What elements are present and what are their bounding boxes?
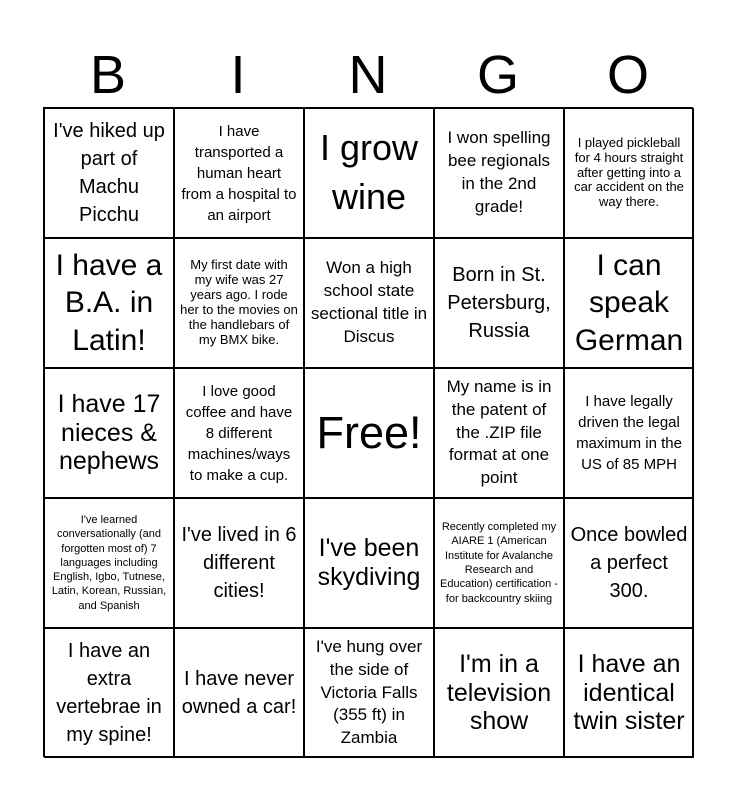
header-letter-n: N bbox=[348, 45, 388, 105]
bingo-cell[interactable]: I have legally driven the legal maximum in the US of 85 MPH bbox=[564, 368, 694, 498]
bingo-cell[interactable]: Won a high school state sectional title in Discus bbox=[304, 238, 434, 368]
bingo-cell[interactable]: I've learned conversationally (and forgotten most of) 7 languages including English, Igbo, Tutnese, Latin, Korean, Russian, and Spanish bbox=[44, 498, 174, 628]
bingo-cell[interactable]: I've lived in 6 different cities! bbox=[174, 498, 304, 628]
bingo-cell[interactable]: I have 17 nieces & nephews bbox=[44, 368, 174, 498]
header-letter-o: O bbox=[606, 45, 649, 105]
bingo-cell[interactable]: I have never owned a car! bbox=[174, 628, 304, 758]
bingo-cell[interactable]: Born in St. Petersburg, Russia bbox=[434, 238, 564, 368]
bingo-cell[interactable]: I can speak German bbox=[564, 238, 694, 368]
header-letter-g: G bbox=[476, 45, 519, 105]
bingo-cell[interactable]: I have transported a human heart from a hospital to an airport bbox=[174, 108, 304, 238]
bingo-free-cell[interactable]: Free! bbox=[304, 368, 434, 498]
header-letter-b: B bbox=[89, 45, 127, 105]
bingo-cell[interactable]: I won spelling bee regionals in the 2nd grade! bbox=[434, 108, 564, 238]
bingo-cell[interactable]: Recently completed my AIARE 1 (American Institute for Avalanche Research and Education) certification - for backcountry skiing bbox=[434, 498, 564, 628]
bingo-cell[interactable]: I've been skydiving bbox=[304, 498, 434, 628]
bingo-cell[interactable]: I played pickleball for 4 hours straight after getting into a car accident on the way there. bbox=[564, 108, 694, 238]
bingo-cell[interactable]: I have an identical twin sister bbox=[564, 628, 694, 758]
header-letter-i: I bbox=[230, 45, 246, 105]
bingo-cell[interactable]: My name is in the patent of the .ZIP file format at one point bbox=[434, 368, 564, 498]
bingo-cell[interactable]: My first date with my wife was 27 years ago. I rode her to the movies on the handlebars of my BMX bike. bbox=[174, 238, 304, 368]
bingo-cell[interactable]: I'm in a television show bbox=[434, 628, 564, 758]
bingo-header bbox=[43, 45, 693, 105]
bingo-cell[interactable]: I've hung over the side of Victoria Falls (355 ft) in Zambia bbox=[304, 628, 434, 758]
bingo-cell[interactable]: I have a B.A. in Latin! bbox=[44, 238, 174, 368]
bingo-cell[interactable]: Once bowled a perfect 300. bbox=[564, 498, 694, 628]
bingo-cell[interactable]: I grow wine bbox=[304, 108, 434, 238]
bingo-cell[interactable]: I've hiked up part of Machu Picchu bbox=[44, 108, 174, 238]
bingo-cell[interactable]: I love good coffee and have 8 different machines/ways to make a cup. bbox=[174, 368, 304, 498]
bingo-cell[interactable]: I have an extra vertebrae in my spine! bbox=[44, 628, 174, 758]
bingo-board bbox=[43, 107, 693, 757]
